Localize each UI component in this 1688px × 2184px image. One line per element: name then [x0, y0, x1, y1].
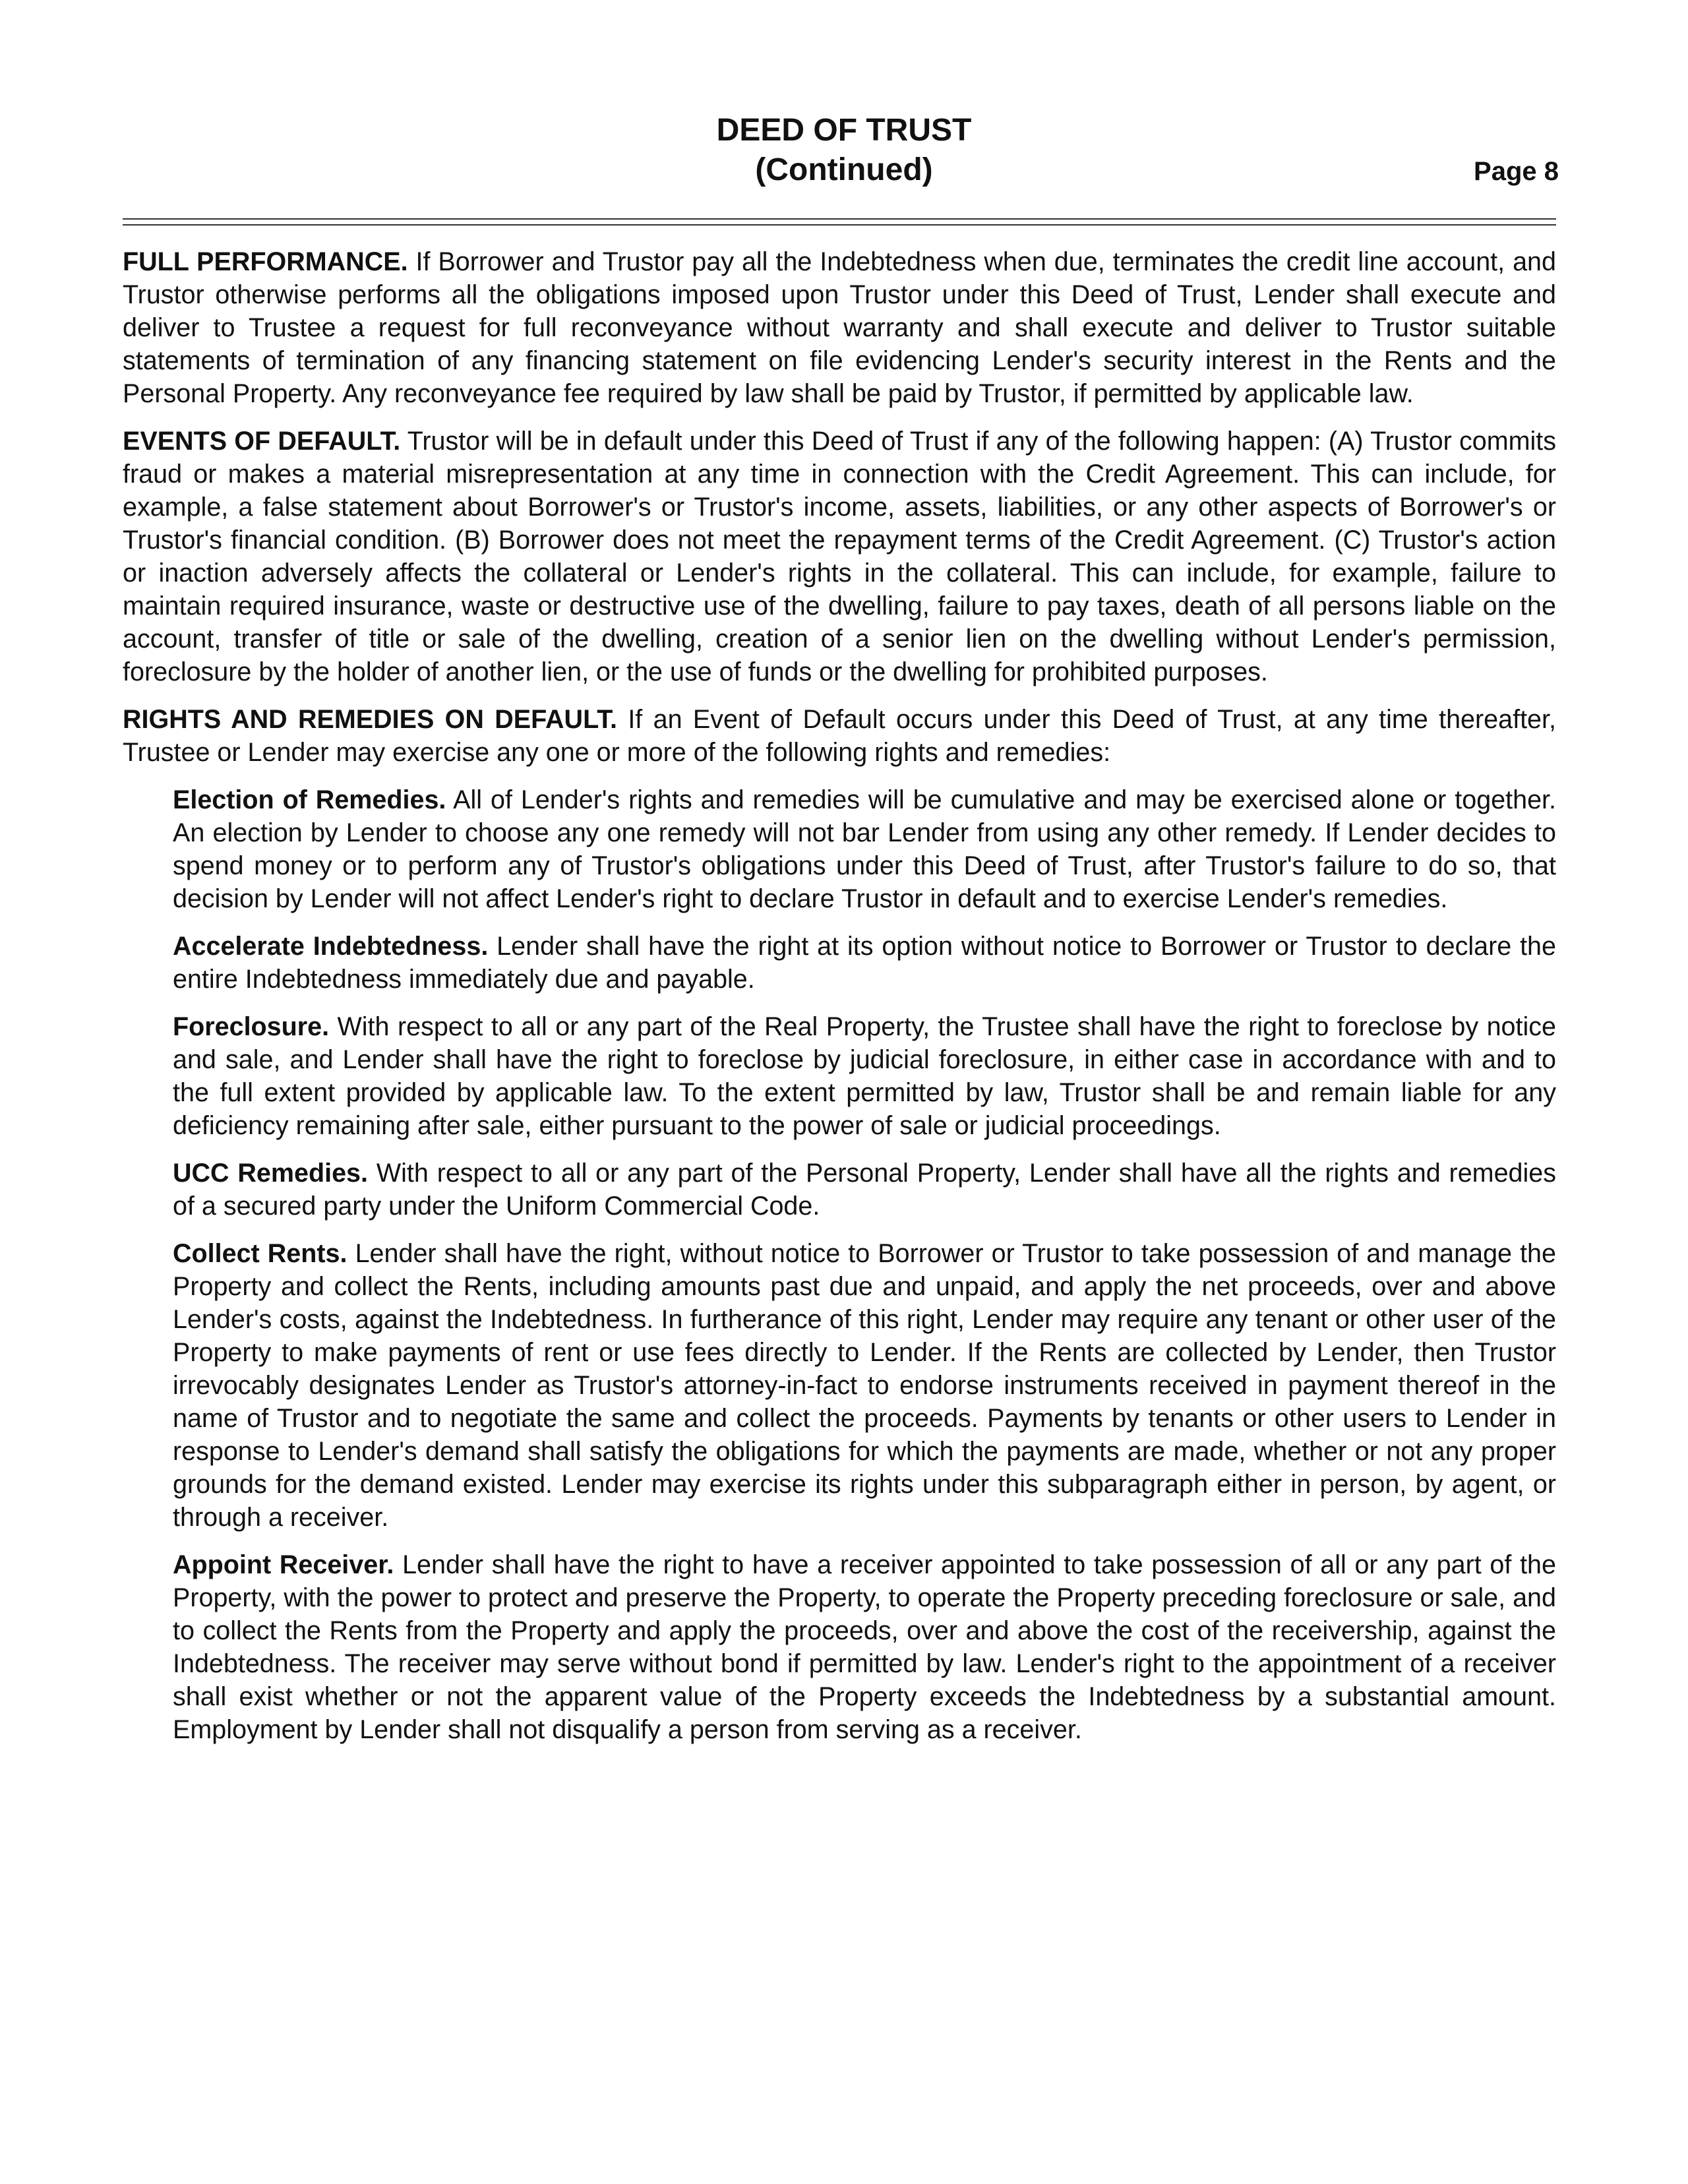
header-rule-top [123, 218, 1556, 220]
appoint-receiver-paragraph [173, 1548, 1556, 1746]
foreclosure-heading: Foreclosure. [173, 1012, 330, 1041]
election-of-remedies-text: All of Lender's rights and remedies will be cumulative and may be exercised alone or together. An election by Lender to choose any one remedy will not bar Lender from using any other remedy. If Lender decides to spend money or to perform any of Trustor's obligations under this Deed of Trust, after Trustor's failure to do so, that decision by Lender will not affect Lender's right to declare Trustor in default and to exercise Lender's remedies. [173, 785, 1556, 913]
ucc-remedies-heading: UCC Remedies. [173, 1159, 369, 1188]
page-header [0, 112, 1688, 198]
collect-rents-text: Lender shall have the right, without notice to Borrower or Trustor to take possession of and manage the Property and collect the Rents, including amounts past due and unpaid, and apply the net proceeds, over and above Lender's costs, against the Indebtedness. In furtherance of this right, Lender may require any tenant or other user of the Property to make payments of rent or use fees directly to Lender. If the Rents are collected by Lender, then Trustor irrevocably designates Lender as Trustor's attorney-in-fact to endorse instruments received in payment thereof in the name of Trustor and to negotiate the same and collect the proceeds. Payments by tenants or other users to Lender in response to Lender's demand shall satisfy the obligations for which the payments are made, whether or not any proper grounds for the demand existed. Lender may exercise its rights under this subparagraph either in person, by agent, or through a receiver. [173, 1239, 1556, 1532]
accelerate-indebtedness-text: Lender shall have the right at its option without notice to Borrower or Trustor to declare the entire Indebtedness immediately due and payable. [173, 932, 1556, 994]
election-of-remedies-paragraph [173, 783, 1556, 915]
events-of-default-heading: EVENTS OF DEFAULT. [123, 427, 401, 456]
rights-and-remedies-text: If an Event of Default occurs under this Deed of Trust, at any time thereafter, Trustee or Lender may exercise any one or more of the following rights and remedies: [123, 705, 1556, 767]
events-of-default-text: Trustor will be in default under this Deed of Trust if any of the following happen: (A) Trustor commits fraud or makes a material misrepresentation at any time in connection with the Credit Agreement. This can include, for example, a false statement about Borrower's or Trustor's income, assets, liabilities, or any other aspects of Borrower's or Trustor's financial condition. (B) Borrower does not meet the repayment terms of the Credit Agreement. (C) Trustor's action or inaction adversely affects the collateral or Lender's rights in the collateral. This can include, for example, failure to maintain required insurance, waste or destructive use of the dwelling, failure to pay taxes, death of all persons liable on the account, transfer of title or sale of the dwelling, creation of a senior lien on the dwelling without Lender's permission, foreclosure by the holder of another lien, or the use of funds or the dwelling for prohibited purposes. [123, 427, 1557, 686]
collect-rents-heading: Collect Rents. [173, 1239, 347, 1268]
accelerate-indebtedness-heading: Accelerate Indebtedness. [173, 932, 489, 961]
document-subtitle: (Continued) [755, 152, 933, 187]
accelerate-indebtedness-paragraph [173, 930, 1556, 996]
election-of-remedies-heading: Election of Remedies. [173, 785, 446, 814]
foreclosure-paragraph [173, 1010, 1556, 1142]
full-performance-heading: FULL PERFORMANCE. [123, 247, 408, 276]
document-title: DEED OF TRUST [716, 113, 972, 148]
appoint-receiver-text: Lender shall have the right to have a receiver appointed to take possession of all or any part of the Property, with the power to protect and preserve the Property, to operate the Property preceding foreclosure or sale, and to collect the Rents from the Property and apply the proceeds, over and above the cost of the receivership, against the Indebtedness. The receiver may serve without bond if permitted by law. Lender's right to the appointment of a receiver shall exist whether or not the apparent value of the Property exceeds the Indebtedness by a substantial amount. Employment by Lender shall not disqualify a person from serving as a receiver. [173, 1550, 1556, 1744]
ucc-remedies-paragraph [173, 1157, 1556, 1223]
collect-rents-paragraph [173, 1237, 1556, 1534]
page-number: Page 8 [1474, 157, 1559, 186]
foreclosure-text: With respect to all or any part of the Real Property, the Trustee shall have the right to foreclose by notice and sale, and Lender shall have the right to foreclose by judicial foreclosure, in either case in accordance with and to the full extent provided by applicable law. To the extent permitted by law, Trustor shall be and remain liable for any deficiency remaining after sale, either pursuant to the power of sale or judicial proceedings. [173, 1012, 1556, 1140]
full-performance-text: If Borrower and Trustor pay all the Indebtedness when due, terminates the credit line account, and Trustor otherwise performs all the obligations imposed upon Trustor under this Deed of Trust, Lender shall execute and deliver to Trustee a request for full reconveyance without warranty and shall execute and deliver to Trustor suitable statements of termination of any financing statement on file evidencing Lender's security interest in the Rents and the Personal Property. Any reconveyance fee required by law shall be paid by Trustor, if permitted by applicable law. [123, 247, 1556, 408]
appoint-receiver-heading: Appoint Receiver. [173, 1550, 394, 1579]
full-performance-paragraph [123, 245, 1556, 410]
ucc-remedies-text: With respect to all or any part of the Personal Property, Lender shall have all the rights and remedies of a secured party under the Uniform Commercial Code. [173, 1159, 1557, 1221]
events-of-default-paragraph [123, 425, 1556, 688]
document-body [123, 245, 1556, 1761]
rights-and-remedies-heading: RIGHTS AND REMEDIES ON DEFAULT. [123, 705, 617, 734]
header-rule-bottom [123, 224, 1556, 226]
rights-and-remedies-paragraph [123, 703, 1556, 769]
